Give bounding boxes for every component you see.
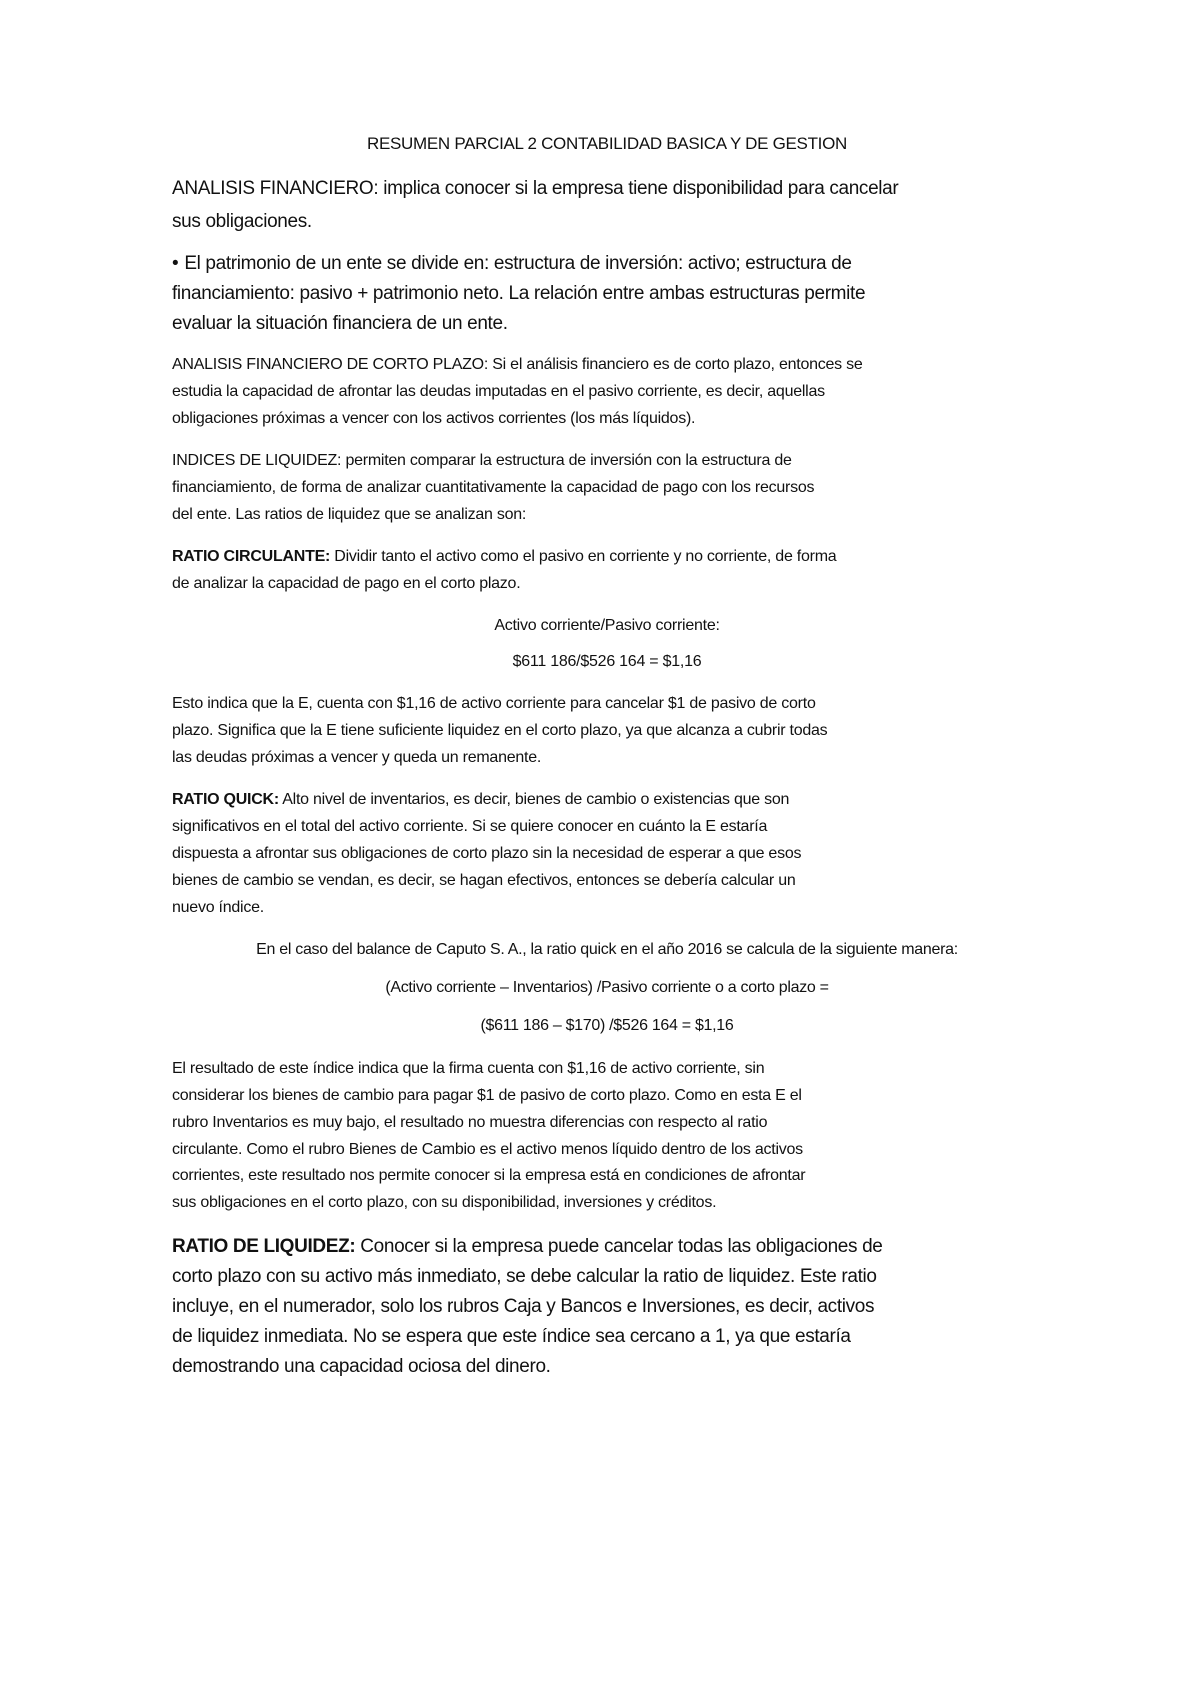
line-text: incluye, en el numerador, solo los rubros Caja y Bancos e Inversiones, es decir, activos bbox=[172, 1296, 875, 1317]
line-text: (Activo corriente – Inventarios) /Pasivo corriente o a corto plazo = bbox=[385, 979, 829, 996]
line-text: financiamiento, de forma de analizar cuantitativamente la capacidad de pago con los recursos bbox=[172, 479, 815, 496]
ratio-quick-line bbox=[172, 845, 801, 863]
line-text: sus obligaciones. bbox=[172, 211, 312, 232]
ratio-liquidez-line bbox=[172, 1296, 874, 1318]
line-text: evaluar la situación financiera de un ente. bbox=[172, 313, 508, 334]
line-text: El patrimonio de un ente se divide en: estructura de inversión: activo; estructura de bbox=[184, 253, 852, 274]
indices-liquidez-line bbox=[172, 506, 526, 524]
ratio-circulante-line bbox=[172, 548, 836, 566]
line-text: $611 186/$526 164 = $1,16 bbox=[512, 653, 702, 670]
line-text: El resultado de este índice indica que la firma cuenta con $1,16 de activo corriente, sin bbox=[172, 1060, 765, 1077]
indices-liquidez-line bbox=[172, 479, 814, 497]
ratio-quick-line bbox=[172, 818, 767, 836]
interpretacion-circulante-line bbox=[172, 722, 827, 740]
calculo-quick-line bbox=[172, 1017, 1042, 1035]
ratio-liquidez-line bbox=[172, 1236, 883, 1258]
line-text: ANALISIS FINANCIERO: implica conocer si la empresa tiene disponibilidad para cancelar bbox=[172, 178, 899, 199]
line-text: ($611 186 – $170) /$526 164 = $1,16 bbox=[480, 1017, 734, 1034]
ratio-quick-line bbox=[172, 791, 789, 809]
line-text: de analizar la capacidad de pago en el corto plazo. bbox=[172, 575, 521, 592]
ratio-quick-line bbox=[172, 899, 264, 917]
interpretacion-circulante-line bbox=[172, 749, 541, 767]
ratio-liquidez-line bbox=[172, 1356, 551, 1378]
resultado-quick-line bbox=[172, 1114, 767, 1132]
line-text: En el caso del balance de Caputo S. A., la ratio quick en el año 2016 se calcula de la siguiente manera: bbox=[256, 941, 958, 958]
resultado-quick-line bbox=[172, 1167, 805, 1185]
line-text: Esto indica que la E, cuenta con $1,16 de activo corriente para cancelar $1 de pasivo de corto bbox=[172, 695, 816, 712]
line-text: corrientes, este resultado nos permite conocer si la empresa está en condiciones de afrontar bbox=[172, 1167, 806, 1184]
interpretacion-circulante-line bbox=[172, 695, 816, 713]
patrimonio-bullet-line bbox=[172, 253, 852, 275]
corto-plazo-line bbox=[172, 356, 862, 374]
line-text: del ente. Las ratios de liquidez que se analizan son: bbox=[172, 506, 527, 523]
line-text: de liquidez inmediata. No se espera que este índice sea cercano a 1, ya que estaría bbox=[172, 1326, 851, 1347]
ratio-liquidez-line bbox=[172, 1266, 877, 1288]
line-text: Activo corriente/Pasivo corriente: bbox=[494, 617, 720, 634]
document-title: RESUMEN PARCIAL 2 CONTABILIDAD BASICA Y DE GESTION bbox=[366, 134, 848, 153]
patrimonio-bullet-line bbox=[172, 313, 508, 335]
line-text: financiamiento: pasivo + patrimonio neto. La relación entre ambas estructuras permite bbox=[172, 283, 866, 304]
line-text: Dividir tanto el activo como el pasivo en corriente y no corriente, de forma bbox=[330, 548, 837, 565]
resultado-quick-line bbox=[172, 1087, 802, 1105]
resultado-quick-line bbox=[172, 1194, 716, 1212]
line-text: ANALISIS FINANCIERO DE CORTO PLAZO: Si el análisis financiero es de corto plazo, entonces se bbox=[172, 356, 863, 373]
line-text: significativos en el total del activo corriente. Si se quiere conocer en cuánto la E estaría bbox=[172, 818, 768, 835]
line-text: circulante. Como el rubro Bienes de Cambio es el activo menos líquido dentro de los activos bbox=[172, 1141, 803, 1158]
line-text: dispuesta a afrontar sus obligaciones de corto plazo sin la necesidad de esperar a que esos bbox=[172, 845, 802, 862]
ratio-circulante-heading: RATIO CIRCULANTE: bbox=[172, 548, 331, 565]
line-text: corto plazo con su activo más inmediato, se debe calcular la ratio de liquidez. Este ratio bbox=[172, 1266, 877, 1287]
line-text: demostrando una capacidad ociosa del dinero. bbox=[172, 1356, 551, 1377]
ratio-quick-heading: RATIO QUICK: bbox=[172, 791, 279, 808]
resultado-quick-line bbox=[172, 1141, 803, 1159]
line-text: plazo. Significa que la E tiene suficiente liquidez en el corto plazo, ya que alcanza a cubrir todas bbox=[172, 722, 828, 739]
formula-circulante-line bbox=[172, 617, 1042, 635]
ratio-liquidez-line bbox=[172, 1326, 851, 1348]
bullet-icon: • bbox=[172, 253, 179, 274]
line-text: rubro Inventarios es muy bajo, el resultado no muestra diferencias con respecto al ratio bbox=[172, 1114, 768, 1131]
line-text: considerar los bienes de cambio para pagar $1 de pasivo de corto plazo. Como en esta E el bbox=[172, 1087, 802, 1104]
analisis-financiero-line bbox=[172, 211, 312, 233]
ratio-quick-line bbox=[172, 872, 796, 890]
resultado-quick-line bbox=[172, 1060, 764, 1078]
line-text: las deudas próximas a vencer y queda un remanente. bbox=[172, 749, 542, 766]
line-text: estudia la capacidad de afrontar las deudas imputadas en el pasivo corriente, es decir, aquellas bbox=[172, 383, 825, 400]
indices-liquidez-line bbox=[172, 452, 792, 470]
line-text: INDICES DE LIQUIDEZ: permiten comparar la estructura de inversión con la estructura de bbox=[172, 452, 792, 469]
ratio-circulante-line bbox=[172, 575, 520, 593]
line-text: Alto nivel de inventarios, es decir, bienes de cambio o existencias que son bbox=[278, 791, 790, 808]
line-text: nuevo índice. bbox=[172, 899, 264, 916]
caso-caputo-line bbox=[172, 941, 1042, 959]
analisis-financiero-line bbox=[172, 178, 898, 200]
line-text: sus obligaciones en el corto plazo, con su disponibilidad, inversiones y créditos. bbox=[172, 1194, 717, 1211]
formula-quick-line bbox=[172, 979, 1042, 997]
patrimonio-bullet-line bbox=[172, 283, 865, 305]
ratio-liquidez-heading: RATIO DE LIQUIDEZ: bbox=[172, 1236, 356, 1257]
line-text: Conocer si la empresa puede cancelar todas las obligaciones de bbox=[355, 1236, 883, 1257]
line-text: bienes de cambio se vendan, es decir, se hagan efectivos, entonces se debería calcular un bbox=[172, 872, 796, 889]
corto-plazo-line bbox=[172, 383, 825, 401]
corto-plazo-line bbox=[172, 410, 695, 428]
line-text: obligaciones próximas a vencer con los activos corrientes (los más líquidos). bbox=[172, 410, 696, 427]
calculo-circulante-line bbox=[172, 653, 1042, 671]
